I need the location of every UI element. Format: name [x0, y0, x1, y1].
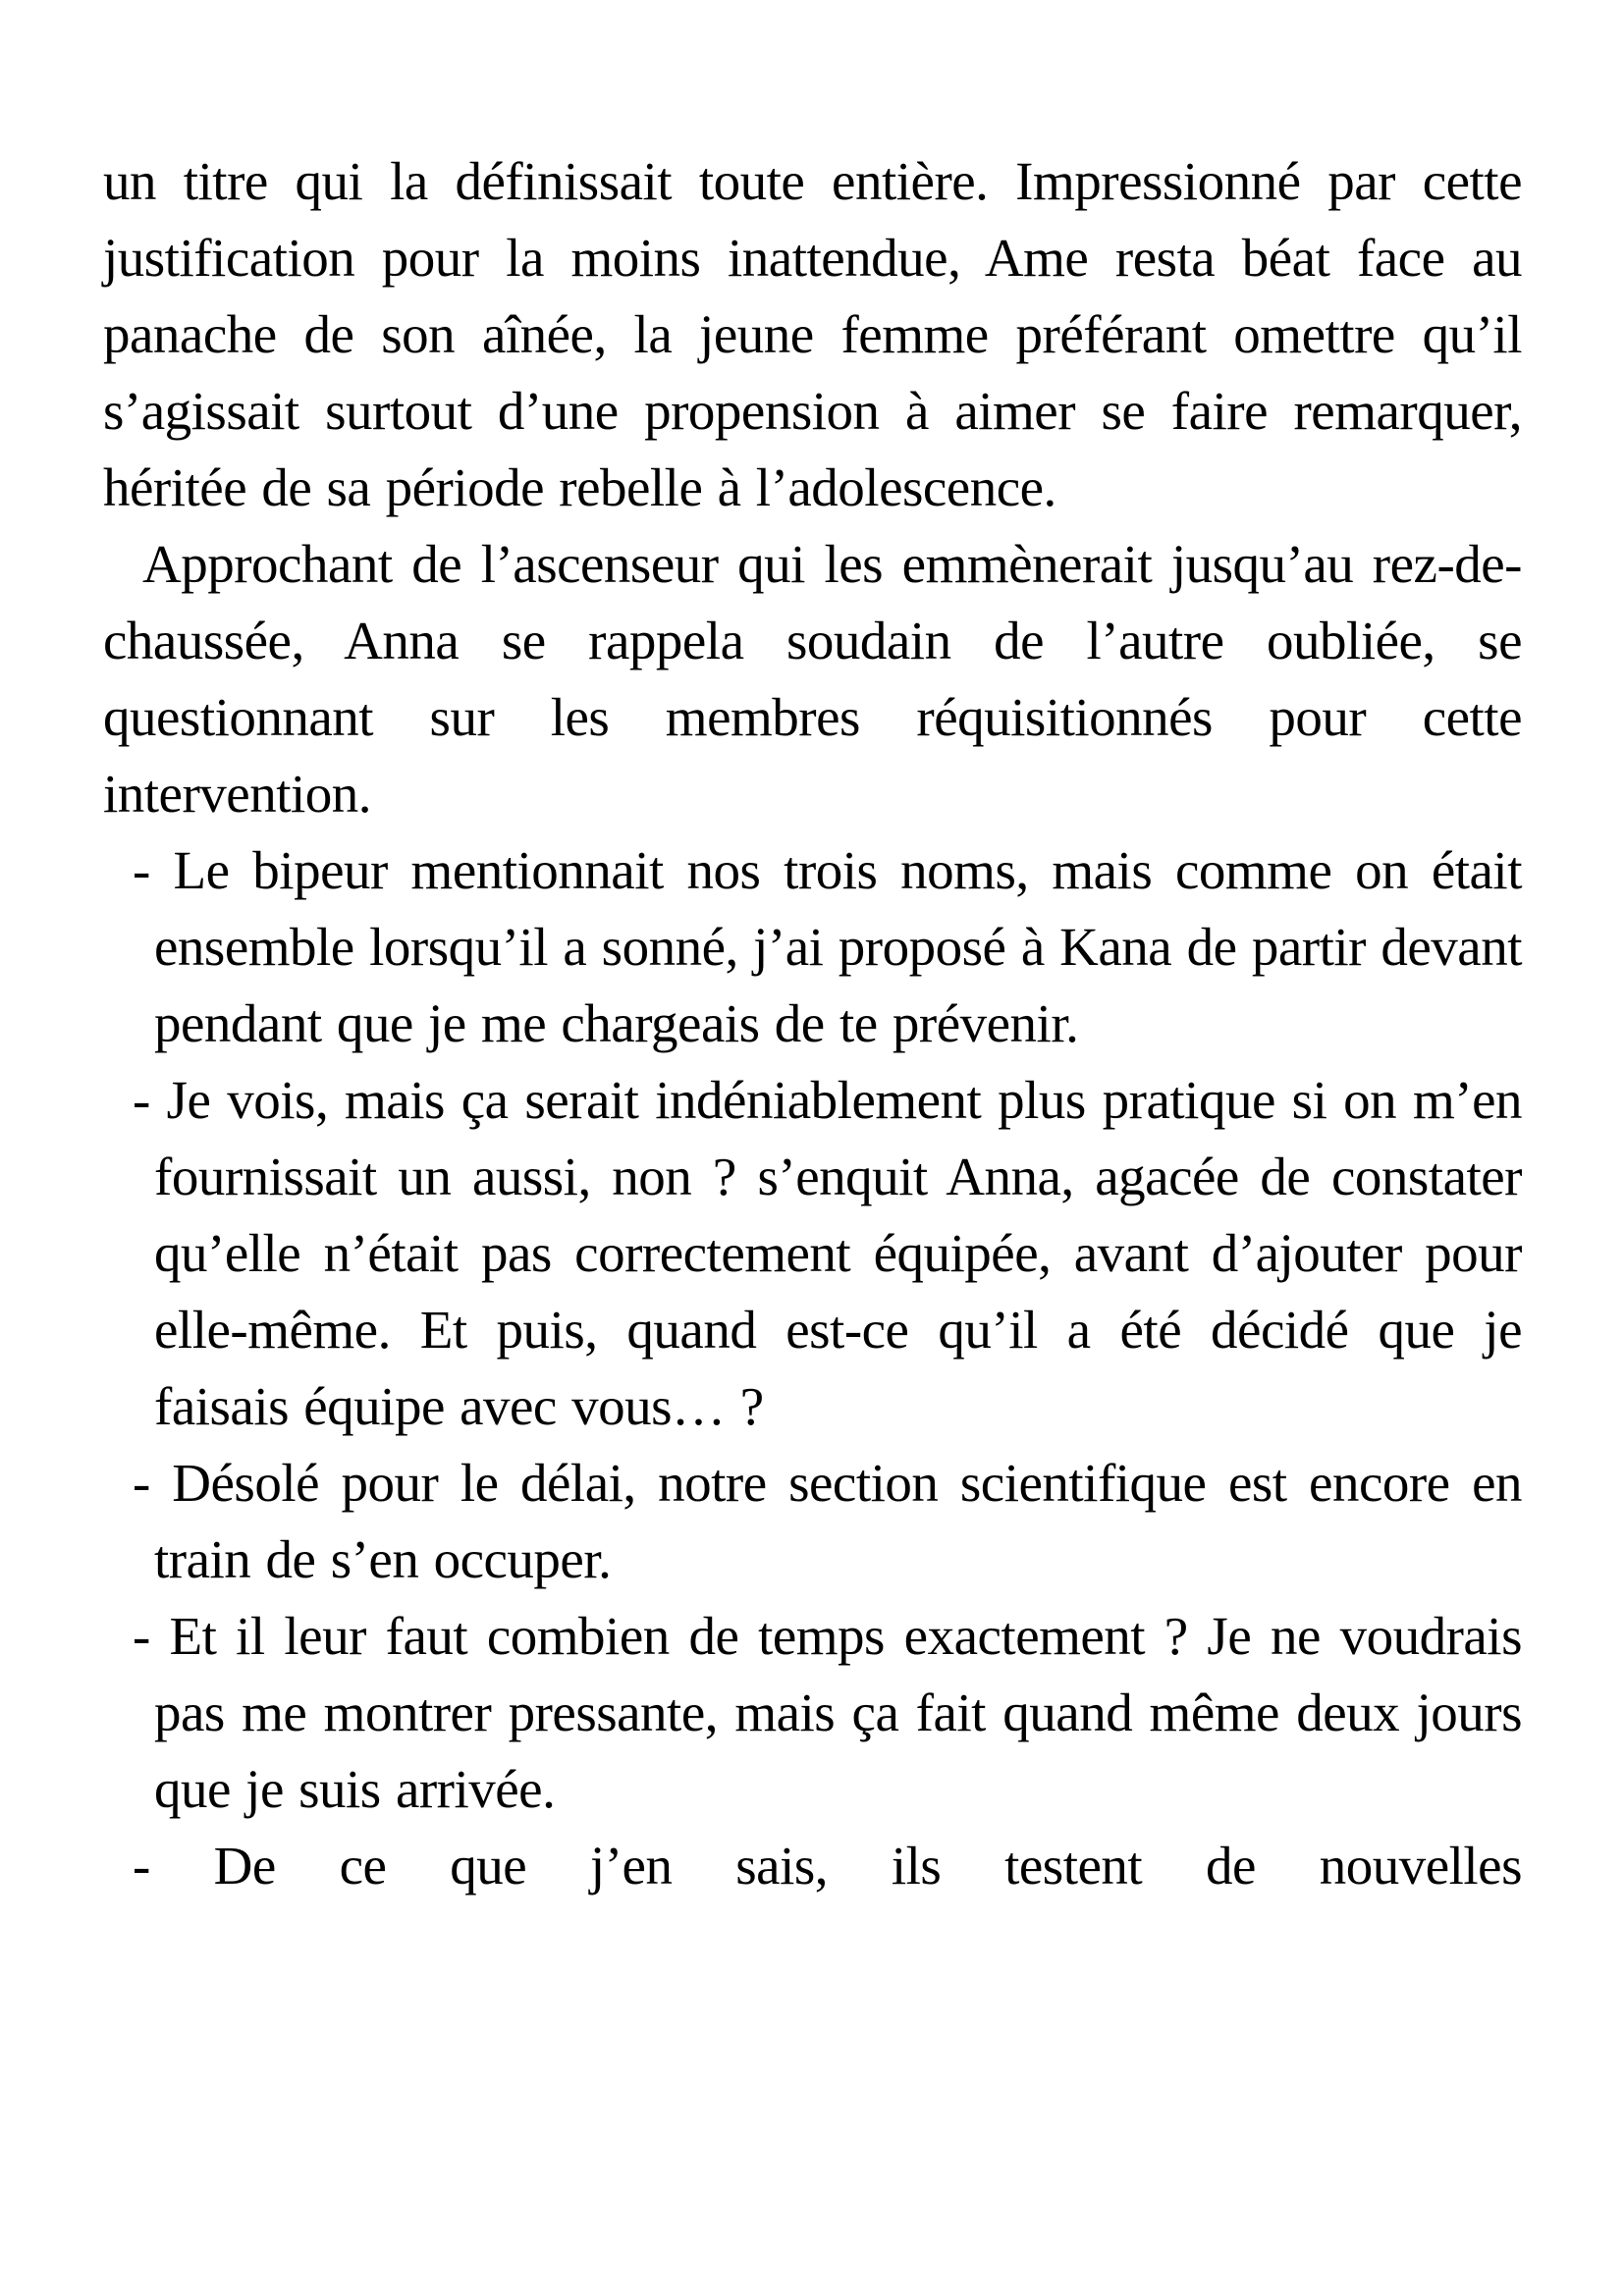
dialogue-line-2: - Je vois, mais ça serait indéniablement plus pratique si on m’en fournissait un aussi, non ? s’enquit Anna, agacée de constater qu’elle n’était pas correctement équipée, avant d’ajouter pour elle-même. Et puis, quand est-ce qu’il a été décidé que je faisais équipe avec vous… ? [133, 1070, 1522, 1436]
dialogue-line-5-partial: - De ce que j’en sais, ils testent de nouvelles [133, 1836, 1522, 1896]
page-text-block [103, 143, 1522, 1904]
dialogue-line-3: - Désolé pour le délai, notre section scientifique est encore en train de s’en occuper. [133, 1453, 1522, 1589]
dialogue-line-4: - Et il leur faut combien de temps exactement ? Je ne voudrais pas me montrer pressante, mais ça fait quand même deux jours que je suis arrivée. [133, 1606, 1522, 1819]
paragraph-continuation: un titre qui la définissait toute entière. Impressionné par cette justification pour la moins inattendue, Ame resta béat face au panache de son aînée, la jeune femme préférant omettre qu’il s’agissait surtout d’une propension à aimer se faire remarquer, héritée de sa période rebelle à l’adolescence. [103, 151, 1522, 517]
paragraph-narration: Approchant de l’ascenseur qui les emmènerait jusqu’au rez-de-chaussée, Anna se rappela soudain de l’autre oubliée, se questionnant sur les membres réquisitionnés pour cette intervention. [103, 534, 1522, 824]
dialogue-line-1: - Le bipeur mentionnait nos trois noms, mais comme on était ensemble lorsqu’il a sonné, j’ai proposé à Kana de partir devant pendant que je me chargeais de te prévenir. [133, 840, 1522, 1053]
